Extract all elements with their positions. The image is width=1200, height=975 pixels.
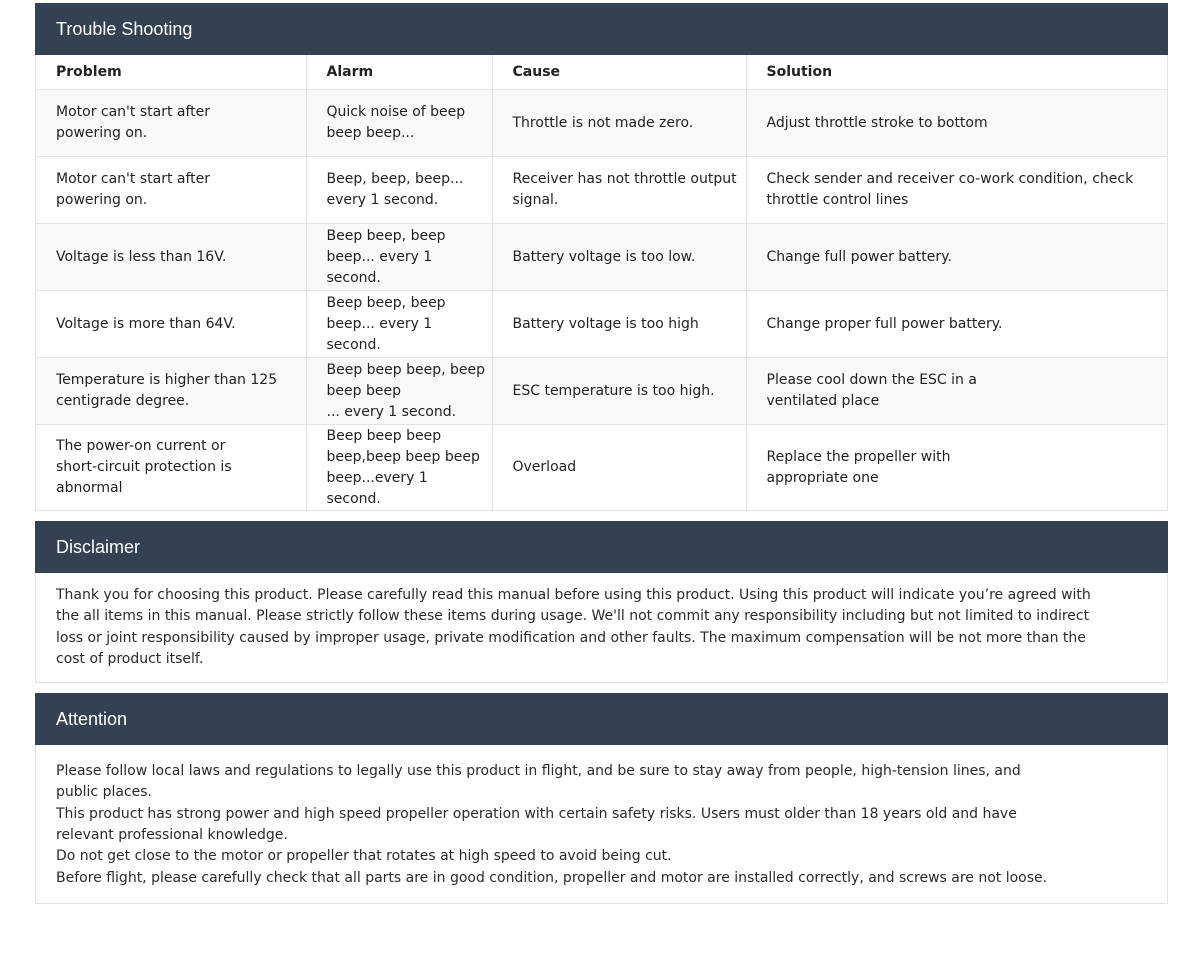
cell-problem: Temperature is higher than 125 centigrade degree. [36, 358, 306, 425]
cell-solution: Change full power battery. [746, 224, 1167, 291]
table-row [36, 157, 1167, 224]
cell-problem: Voltage is less than 16V. [36, 224, 306, 291]
cell-problem: The power-on current or short-circuit protection is abnormal [36, 425, 306, 511]
cell-cause: Overload [492, 425, 746, 511]
attention-section [35, 693, 1168, 904]
table-row [36, 291, 1167, 358]
trouble-shooting-table [36, 55, 1167, 510]
cell-cause: Receiver has not throttle output signal. [492, 157, 746, 224]
trouble-shooting-title: Trouble Shooting [35, 3, 1168, 55]
header-problem: Problem [36, 55, 306, 90]
cell-cause: ESC temperature is too high. [492, 358, 746, 425]
cell-cause: Battery voltage is too low. [492, 224, 746, 291]
table-row [36, 90, 1167, 157]
disclaimer-text: Thank you for choosing this product. Please carefully read this manual before using this product. Using this product will indicate you’re agreed with the all items in this manual. Please strictly follow these items during usage. We'll not commit any responsibility including but not limited to indirect loss or joint responsibility caused by improper usage, private modification and other faults. The maximum compensation will be not more than the cost of product itself. [56, 587, 1091, 667]
header-solution: Solution [746, 55, 1167, 90]
attention-title: Attention [35, 693, 1168, 745]
attention-text: Please follow local laws and regulations to legally use this product in flight, and be sure to stay away from people, high-tension lines, and public places. This product has strong power and high speed propeller operation with certain safety risks. Users must older than 18 years old and have relevant professional knowledge. Do not get close to the motor or propeller that rotates at high speed to avoid being cut. Before flight, please carefully check that all parts are in good condition, propeller and motor are installed correctly, and screws are not loose. [56, 763, 1048, 886]
cell-solution: Adjust throttle stroke to bottom [746, 90, 1167, 157]
cell-alarm: Quick noise of beep beep beep... [306, 90, 492, 157]
cell-problem: Motor can't start after powering on. [36, 90, 306, 157]
table-row [36, 224, 1167, 291]
cell-solution: Check sender and receiver co-work condition, check throttle control lines [746, 157, 1167, 224]
disclaimer-title: Disclaimer [35, 521, 1168, 573]
cell-cause: Battery voltage is too high [492, 291, 746, 358]
cell-alarm: Beep beep, beep beep... every 1 second. [306, 291, 492, 358]
table-header-row [36, 55, 1167, 90]
trouble-shooting-section [35, 3, 1168, 511]
cell-cause: Throttle is not made zero. [492, 90, 746, 157]
cell-problem: Motor can't start after powering on. [36, 157, 306, 224]
table-row [36, 425, 1167, 511]
table-row [36, 358, 1167, 425]
header-cause: Cause [492, 55, 746, 90]
disclaimer-section [35, 521, 1168, 683]
cell-alarm: Beep beep beep beep,beep beep beep beep...every 1 second. [306, 425, 492, 511]
cell-alarm: Beep, beep, beep... every 1 second. [306, 157, 492, 224]
cell-solution: Change proper full power battery. [746, 291, 1167, 358]
header-alarm: Alarm [306, 55, 492, 90]
cell-alarm: Beep beep, beep beep... every 1 second. [306, 224, 492, 291]
cell-solution: Replace the propeller with appropriate one [766, 448, 951, 486]
manual-page [35, 3, 1168, 914]
cell-alarm: Beep beep beep, beep beep beep ... every 1 second. [306, 358, 492, 425]
cell-solution: Please cool down the ESC in a ventilated place [746, 358, 1167, 425]
cell-problem: Voltage is more than 64V. [36, 291, 306, 358]
